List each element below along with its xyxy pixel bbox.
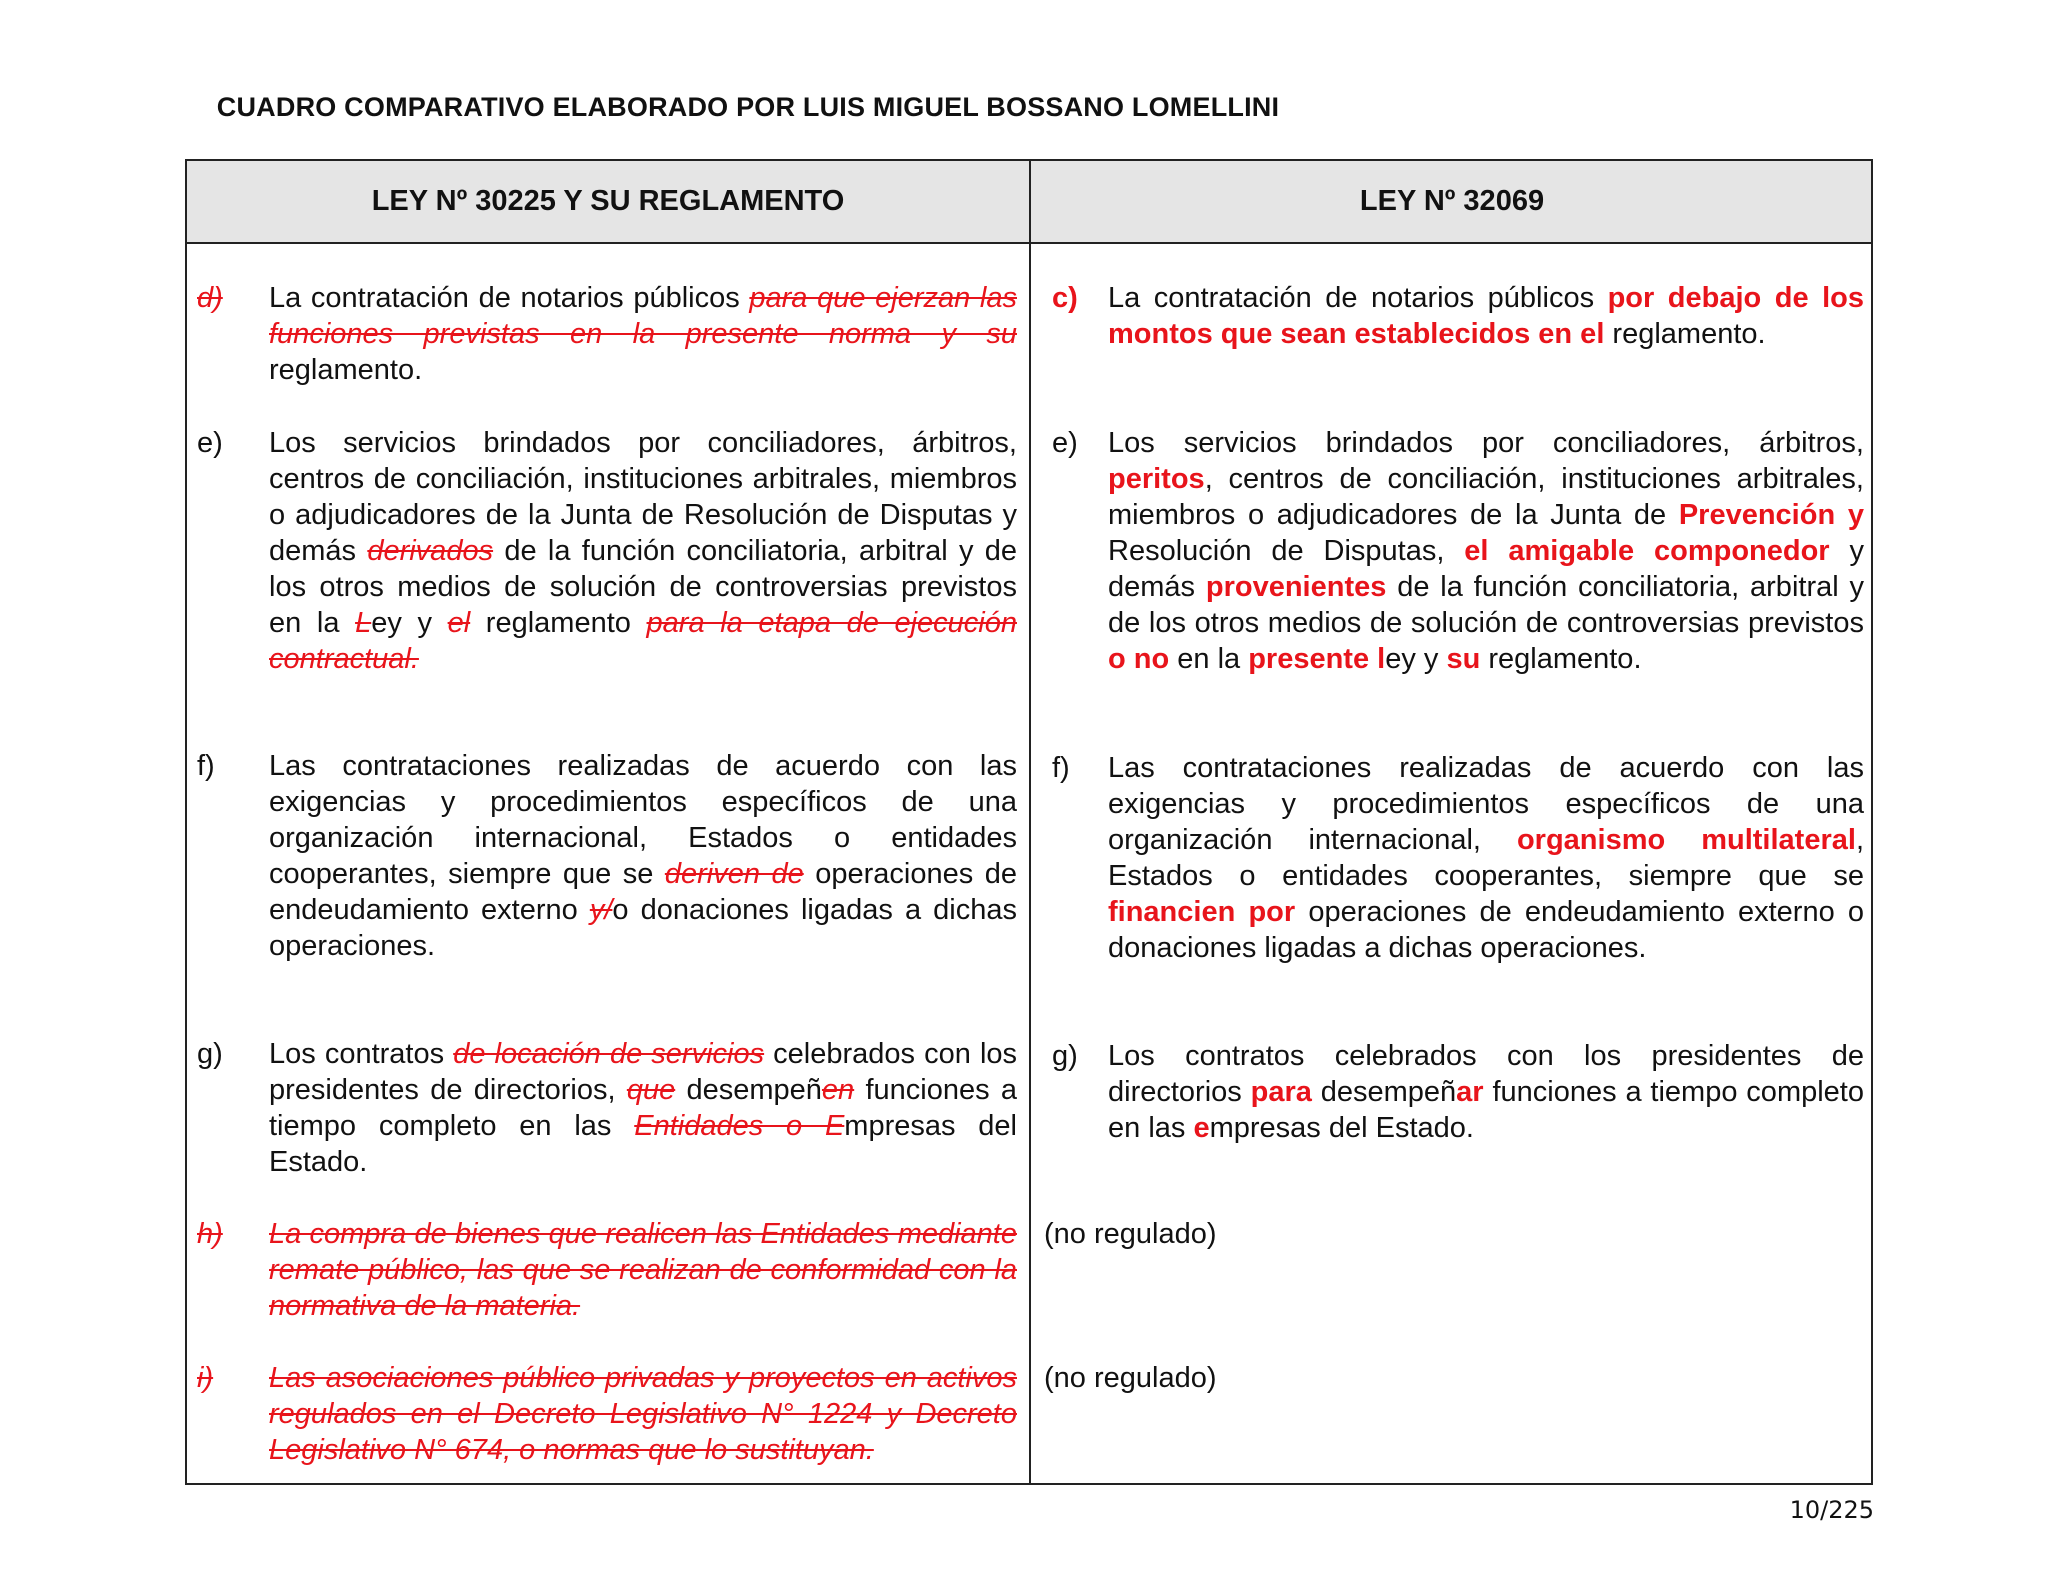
item-label: f) bbox=[1052, 752, 1070, 784]
item-label: c) bbox=[1052, 282, 1078, 314]
item-text: Los contratos celebrados con los presidentes de directorios para desempeñar funciones a tiempo completo en las empresas del Estado. bbox=[1108, 1040, 1864, 1144]
item-label: e) bbox=[197, 427, 223, 459]
column-divider bbox=[1029, 161, 1031, 1483]
item-text: La contratación de notarios públicos para que ejerzan las funciones previstas en la presente norma y su reglamento. bbox=[269, 282, 1017, 386]
right-note-i: (no regulado) bbox=[1044, 1362, 1217, 1394]
item-text: Las asociaciones público privadas y proyectos en activos regulados en el Decreto Legislativo N° 1224 y Decreto Legislativo N° 674, o normas que lo sustituyan. bbox=[269, 1362, 1017, 1466]
item-text: La compra de bienes que realicen las Entidades mediante remate público, las que se realizan de conformidad con la normativa de la materia. bbox=[269, 1218, 1017, 1322]
header-left: LEY Nº 30225 Y SU REGLAMENTO bbox=[371, 185, 845, 217]
comparison-table bbox=[185, 159, 1873, 1485]
item-text: La contratación de notarios públicos por debajo de los montos que sean establecidos en el reglamento. bbox=[1108, 282, 1864, 350]
page-number: 10/225 bbox=[1789, 1496, 1874, 1524]
item-text: Los servicios brindados por conciliadores, árbitros, centros de conciliación, instituciones arbitrales, miembros o adjudicadores de la Junta de Resolución de Disputas y demás derivados de la función conciliatoria, arbitral y de los otros medios de solución de controversias previstos en la Ley y el reglamento para la etapa de ejecución contractual. bbox=[269, 427, 1017, 675]
document-title: CUADRO COMPARATIVO ELABORADO POR LUIS MIGUEL BOSSANO LOMELLINI bbox=[216, 92, 1280, 122]
item-text: Los servicios brindados por conciliadores, árbitros, peritos, centros de conciliación, instituciones arbitrales, miembros o adjudicadores de la Junta de Prevención y Resolución de Disputas, el amigable componedor y demás provenientes de la función conciliatoria, arbitral y de los otros medios de solución de controversias previstos o no en la presente ley y su reglamento. bbox=[1108, 427, 1864, 675]
item-text: Las contrataciones realizadas de acuerdo con las exigencias y procedimientos específicos de una organización internacional, Estados o entidades cooperantes, siempre que se deriven de operaciones de endeudamiento externo y/o donaciones ligadas a dichas operaciones. bbox=[269, 750, 1017, 962]
item-text: Los contratos de locación de servicios celebrados con los presidentes de directorios, que desempeñen funciones a tiempo completo en las Entidades o Empresas del Estado. bbox=[269, 1038, 1018, 1178]
item-label: i) bbox=[197, 1362, 214, 1394]
item-label: g) bbox=[197, 1038, 223, 1070]
item-label: g) bbox=[1052, 1040, 1078, 1072]
item-label: e) bbox=[1052, 427, 1078, 459]
item-label: f) bbox=[197, 750, 215, 782]
item-text: Las contrataciones realizadas de acuerdo con las exigencias y procedimientos específicos de una organización internacional, organismo multilateral, Estados o entidades cooperantes, siempre que se financien por operaciones de endeudamiento externo o donaciones ligadas a dichas operaciones. bbox=[1108, 752, 1864, 964]
item-label: d) bbox=[197, 282, 223, 314]
header-right: LEY Nº 32069 bbox=[1359, 185, 1545, 217]
item-label: h) bbox=[197, 1218, 223, 1250]
right-note-h: (no regulado) bbox=[1044, 1218, 1217, 1250]
